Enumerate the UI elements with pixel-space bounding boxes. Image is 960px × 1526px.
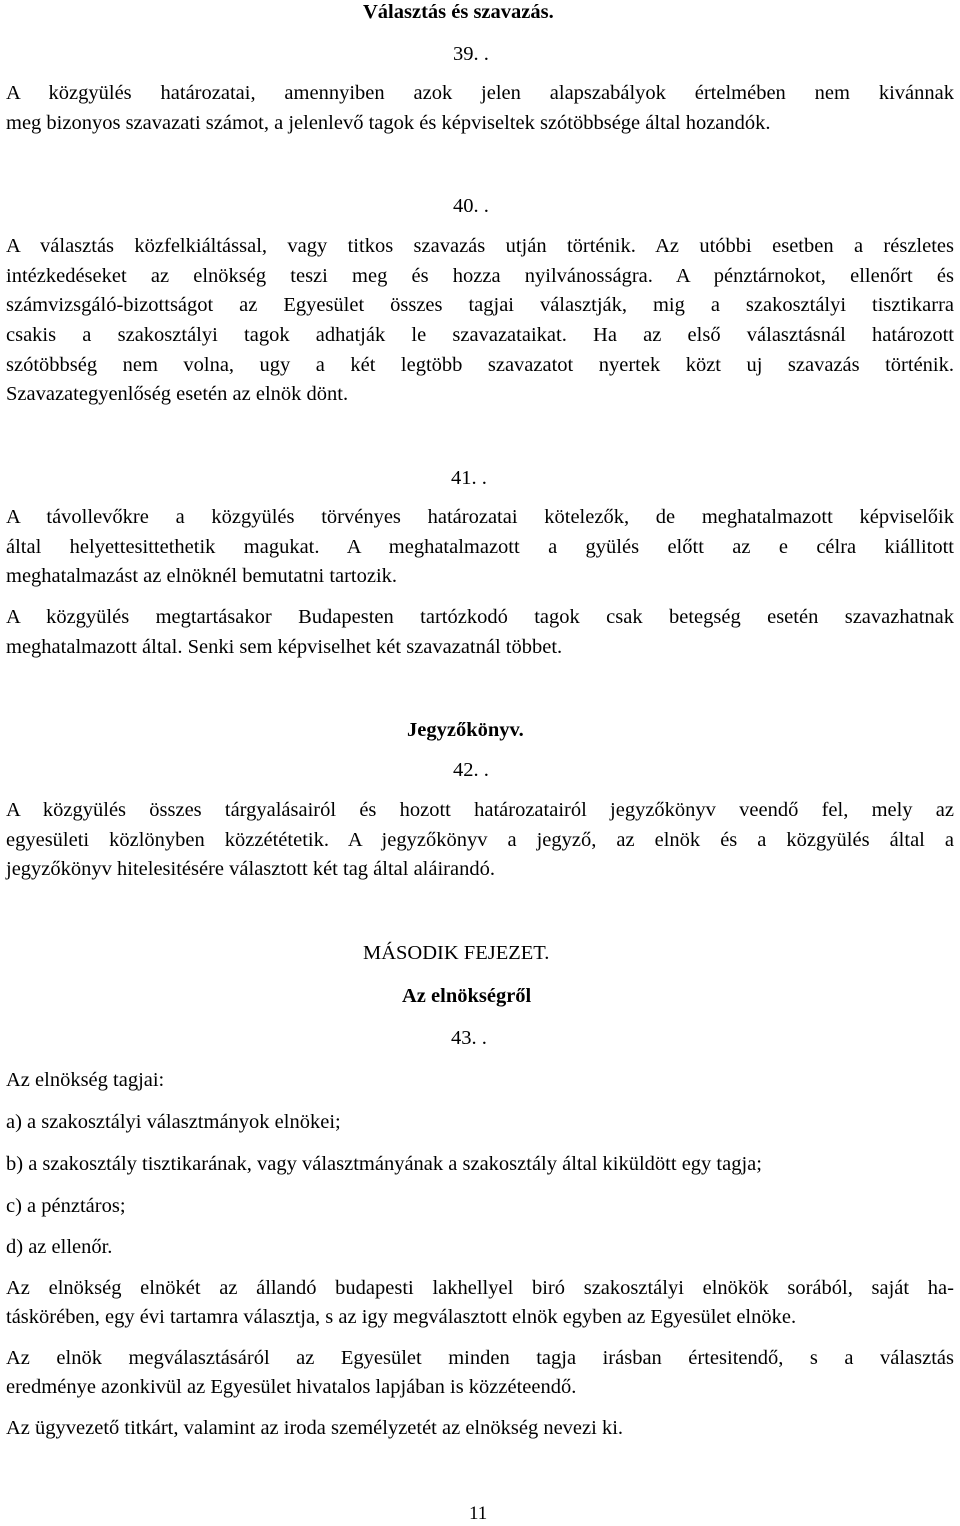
text-line: jegyzőkönyv hitelesitésére választott két tag által aláirandó.	[6, 858, 495, 880]
text-line: A közgyülés határozatai, amennyiben azok jelen alapszabályok értelmében nem kivánnak	[6, 82, 954, 104]
text-line: szótöbbség nem volna, ugy a két legtöbb szavazatot nyertek közt uj szavazás történik.	[6, 354, 954, 376]
section-heading: Választás és szavazás.	[363, 1, 554, 23]
text-line: által helyettesittethetik magukat. A meghatalmazott a gyülés előtt az e célra kiállitott	[6, 536, 954, 558]
page-number: 11	[469, 1503, 488, 1524]
text-line: A közgyülés összes tárgyalásairól és hozott határozatairól jegyzőkönyv veendő fel, mely az	[6, 799, 954, 821]
paragraph-number-41: 41. .	[451, 467, 487, 489]
paragraph-number-40: 40. .	[453, 195, 489, 217]
paragraph-number-43: 43. .	[451, 1027, 487, 1049]
text-line: Az elnökség elnökét az állandó budapesti lakhellyel biró szakosztályi elnökök sorából, saját ha-	[6, 1277, 954, 1299]
paragraph-number-42: 42. .	[453, 759, 489, 781]
text-line: meghatalmazást az elnöknél bemutatni tartozik.	[6, 565, 398, 587]
list-item: b) a szakosztály tisztikarának, vagy választmányának a szakosztály által kiküldött egy tagja;	[6, 1153, 762, 1175]
paragraph-number-39: 39. .	[453, 43, 489, 65]
text-line: Az ügyvezető titkárt, valamint az iroda személyzetét az elnökség nevezi ki.	[6, 1417, 624, 1439]
chapter-title: MÁSODIK FEJEZET.	[363, 942, 550, 964]
section-title-jegyzokonyv: Jegyzőkönyv.	[407, 719, 524, 741]
text-line: Szavazategyenlőség esetén az elnök dönt.	[6, 383, 349, 405]
text-line: egyesületi közlönyben közzététetik. A jegyzőkönyv a jegyző, az elnök és a közgyülés által a	[6, 829, 954, 851]
text-line: táskörében, egy évi tartamra választja, s az igy megválasztott elnök egyben az Egyesület elnöke.	[6, 1306, 797, 1328]
list-item: c) a pénztáros;	[6, 1195, 126, 1217]
text-line: A távollevőkre a közgyülés törvényes határozatai kötelezők, de meghatalmazott képviselőik	[6, 506, 954, 528]
text-line: Az elnök megválasztásáról az Egyesület minden tagja irásban értesitendő, s a választás	[6, 1347, 954, 1369]
list-intro: Az elnökség tagjai:	[6, 1069, 165, 1091]
text-line: A közgyülés megtartásakor Budapesten tartózkodó tagok csak betegség esetén szavazhatnak	[6, 606, 954, 628]
text-line: A választás közfelkiáltással, vagy titkos szavazás utján történik. Az utóbbi esetben a részletes	[6, 235, 954, 257]
text-line: eredménye azonkivül az Egyesület hivatalos lapjában is közzéteendő.	[6, 1376, 577, 1398]
text-line: csakis a szakosztályi tagok adhatják le szavazataikat. Ha az első választásnál határozott	[6, 324, 954, 346]
text-line: meg bizonyos szavazati számot, a jelenlevő tagok és képviseltek szótöbbsége által hozandók.	[6, 112, 771, 134]
list-item: d) az ellenőr.	[6, 1236, 113, 1258]
text-line: számvizsgáló-bizottságot az Egyesület összes tagjai választják, mig a szakosztályi tisztikarra	[6, 294, 954, 316]
text-line: intézkedéseket az elnökség teszi meg és hozza nyilvánosságra. A pénztárnokot, ellenőrt és	[6, 265, 954, 287]
chapter-subtitle: Az elnökségről	[402, 985, 532, 1007]
text-line: meghatalmazott által. Senki sem képviselhet két szavazatnál többet.	[6, 636, 563, 658]
list-item: a) a szakosztályi választmányok elnökei;	[6, 1111, 341, 1133]
